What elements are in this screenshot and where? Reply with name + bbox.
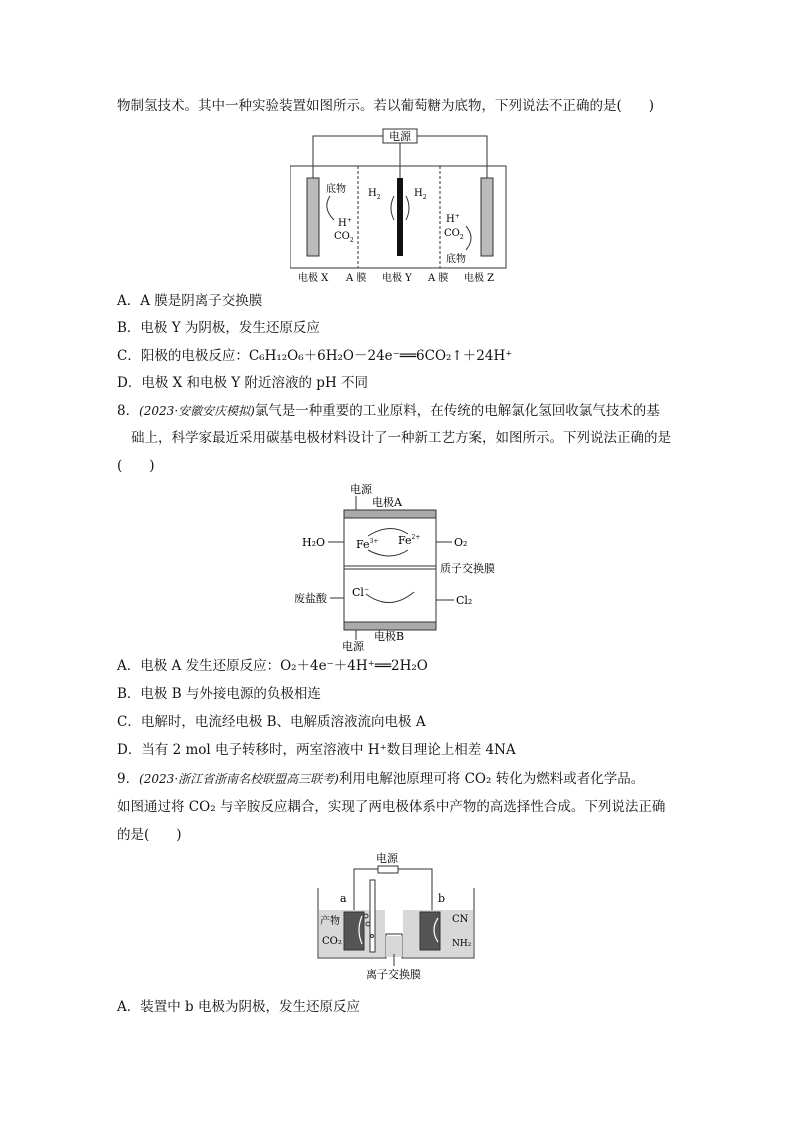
figure-electrolysis-cell-1 [290, 126, 510, 286]
q8-number: 8． [117, 403, 140, 419]
q8-option-d[interactable]: D．当有 2 mol 电子转移时，两室溶液中 H⁺数目理论上相差 4NA [117, 742, 516, 758]
fig2-power-top: 电源 [350, 483, 372, 496]
fig3-co2: CO₂ [322, 936, 342, 947]
fig1-label-electrode-x: 电极 X [298, 273, 329, 284]
q7-option-b[interactable]: B．电极 Y 为阴极，发生还原反应 [117, 320, 320, 336]
electrode-y [397, 178, 403, 256]
fig1-h2-left: $H_2$ [368, 188, 381, 201]
fig2-cl2: Cl₂ [456, 594, 473, 607]
q9-number: 9． [117, 771, 140, 787]
q8-stem1: 氯气是一种重要的工业原料，在传统的电解氯化氢回收氯气技术的基 [254, 403, 660, 419]
fig2-fe2: $Fe^{2+}$ [398, 534, 421, 547]
q7-option-c[interactable] [117, 346, 512, 366]
q8-stem-line1 [117, 401, 660, 421]
gas-tube [370, 880, 375, 952]
fig2-o2: O₂ [454, 536, 468, 549]
q8-option-b[interactable]: B．电极 B 与外接电源的负极相连 [117, 686, 321, 702]
fig3-cn: CN [452, 914, 469, 925]
q9-stem-line1 [117, 769, 644, 789]
fig3-nh2: NH₂ [452, 939, 472, 949]
q9-stem-line2: 如图通过将 CO₂ 与辛胺反应耦合，实现了两电极体系中产物的高选择性合成。下列说法正确 [117, 799, 666, 815]
electrode-b-plate [344, 622, 436, 630]
q8-source: (2023·安徽安庆模拟) [139, 404, 255, 418]
fig2-electrode-b: 电极B [374, 630, 405, 643]
q8-stem-line3: ( ) [117, 458, 155, 474]
fig1-hplus-right: H+ [446, 213, 460, 225]
q8-option-a[interactable]: A．电极 A 发生还原反应：O₂＋4e⁻＋4H⁺══2H₂O [117, 658, 428, 674]
fig1-substrate-left: 底物 [326, 184, 346, 195]
q9-stem1: 利用电解池原理可将 CO₂ 转化为燃料或者化学品。 [338, 771, 645, 787]
fig2-h2o: H₂O [302, 536, 326, 549]
q7-option-c-prefix: C．阳极的电极反应： [117, 348, 249, 364]
fig1-substrate-right: 底物 [446, 254, 466, 265]
fig1-co2-left: $CO_2$ [334, 231, 354, 244]
q8-option-c[interactable]: C．电解时，电流经电极 B、电解质溶液流向电极 A [117, 714, 426, 730]
fig2-waste-acid: 废盐酸 [294, 592, 327, 605]
q9-option-a[interactable]: A．装置中 b 电极为阴极，发生还原反应 [117, 999, 360, 1015]
figure-electrolysis-cell-3 [314, 850, 484, 990]
fig1-hplus-left: H+ [338, 217, 352, 229]
power-resistor [378, 866, 398, 873]
q7-option-a[interactable]: A．A 膜是阴离子交换膜 [117, 293, 263, 309]
fig2-cl: Cl− [352, 586, 369, 599]
electrode-z [481, 178, 493, 256]
q9-source: (2023·浙江省浙南名校联盟高三联考) [139, 772, 339, 786]
electrode-a-plate [344, 510, 436, 518]
fig2-power-bottom: 电源 [342, 640, 364, 652]
fig1-label-electrode-y: 电极 Y [382, 273, 412, 284]
fig1-power-label: 电源 [389, 130, 411, 143]
q9-stem-line3: 的是( ) [117, 827, 182, 843]
fig1-label-electrode-z: 电极 Z [464, 273, 495, 284]
q7-option-c-equation: C₆H₁₂O₆＋6H₂O－24e⁻══6CO₂↑＋24H⁺ [248, 348, 513, 364]
fig1-h2-right: $H_2$ [414, 188, 427, 201]
q8-stem-line2: 础上，科学家最近采用碳基电极材料设计了一种新工艺方案，如图所示。下列说法正确的是 [131, 430, 671, 446]
figure-electrolysis-cell-2 [294, 482, 514, 652]
q7-option-d[interactable]: D．电极 X 和电极 Y 附近溶液的 pH 不同 [117, 375, 369, 391]
fig2-fe3: $Fe^{3+}$ [356, 538, 379, 551]
fig3-membrane: 离子交换膜 [366, 968, 421, 981]
fig1-label-membrane-a2: A 膜 [428, 273, 449, 284]
fig3-product: 产物 [320, 916, 340, 927]
cell-body [344, 518, 436, 622]
fig3-power: 电源 [376, 852, 398, 865]
intro-text: 物制氢技术。其中一种实验装置如图所示。若以葡萄糖为底物，下列说法不正确的是( ) [117, 98, 655, 114]
fig1-co2-right: $CO_2$ [444, 228, 464, 241]
fig2-electrode-a: 电极A [372, 496, 402, 509]
fig1-label-membrane-a1: A 膜 [346, 273, 367, 284]
fig2-membrane: 质子交换膜 [440, 562, 495, 575]
fig3-label-b: b [438, 892, 446, 905]
electrode-b [420, 912, 440, 950]
electrode-x [307, 178, 319, 256]
fig3-label-a: a [340, 892, 347, 905]
